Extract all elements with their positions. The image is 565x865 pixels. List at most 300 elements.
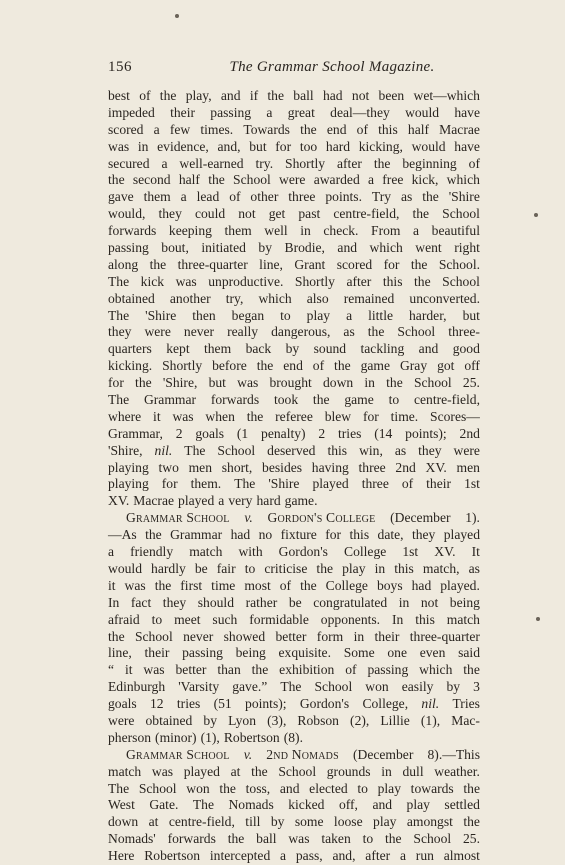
word: tackling [360, 341, 405, 357]
speck-mark [534, 213, 538, 217]
text-line [108, 409, 480, 426]
word: for [108, 375, 124, 391]
word: exhibition [279, 662, 335, 678]
word: exquisite. [278, 645, 331, 661]
word: deal—they [330, 104, 390, 120]
text-line [108, 578, 480, 595]
word: Lyon [228, 712, 257, 728]
word: College [344, 544, 387, 560]
text-line [108, 645, 480, 662]
word: quarters [108, 341, 152, 357]
word: Brodie, [284, 240, 325, 256]
word: three [288, 189, 316, 205]
word: game [344, 392, 374, 408]
word: tries [176, 696, 201, 712]
word: Nomads [228, 797, 274, 813]
word: other [250, 189, 279, 205]
word: little [368, 307, 394, 323]
word: a [346, 307, 353, 323]
word: gave [108, 189, 134, 205]
word: weather. [434, 763, 480, 779]
word: of [139, 88, 151, 103]
word: School [278, 763, 317, 779]
word: till [245, 814, 261, 830]
word: after [346, 273, 372, 289]
word: School [217, 442, 256, 458]
word: well [264, 223, 288, 239]
word: being [235, 645, 266, 661]
word: 'Shire, [108, 442, 143, 458]
word: (14 [374, 425, 393, 441]
word: won [365, 679, 389, 695]
word: back [245, 341, 272, 357]
word: being [449, 594, 480, 610]
word: along [108, 256, 139, 272]
word: at [230, 763, 241, 779]
word: to [362, 831, 374, 847]
word: better [275, 628, 307, 644]
word: would [405, 104, 440, 120]
word: with [238, 544, 263, 560]
word: some [294, 814, 324, 830]
word: playing [108, 476, 149, 492]
word: obtained [108, 290, 155, 306]
speck-mark [175, 14, 179, 18]
text-line [108, 139, 480, 156]
word: was [288, 831, 310, 847]
word: Some [343, 645, 375, 661]
word: Macrae [439, 121, 480, 137]
word: the [251, 662, 269, 678]
word: elected [309, 780, 348, 796]
word: 'Shire [448, 189, 480, 205]
word: played [312, 476, 349, 492]
word: fact [130, 594, 152, 610]
word: line, [259, 256, 283, 272]
word: opponents. [320, 611, 381, 627]
word: kicking, [358, 138, 403, 154]
word: than [217, 662, 241, 678]
word: got [437, 358, 455, 374]
word: time [211, 577, 236, 593]
word: a [280, 848, 287, 864]
word: a [108, 544, 115, 560]
word: as [400, 189, 413, 205]
word: play [377, 780, 401, 796]
text-line [108, 781, 480, 798]
word: West [108, 797, 135, 813]
word: Grammar School [126, 510, 230, 526]
word: the [154, 577, 172, 593]
word: From [371, 223, 401, 239]
word: to [388, 392, 400, 408]
word: School [397, 324, 436, 340]
text-line [108, 612, 480, 629]
word: was [108, 138, 130, 154]
word: in [381, 763, 392, 779]
word: the [414, 273, 431, 289]
word: School [134, 628, 173, 644]
word: formidable [249, 611, 309, 627]
word: fixture [280, 527, 317, 543]
word: congratulated [313, 594, 388, 610]
word: the [422, 189, 439, 205]
word: men [188, 459, 213, 475]
word: after [336, 155, 362, 171]
word: was [143, 662, 165, 678]
word: to [244, 560, 256, 576]
word: (51 [213, 696, 232, 712]
text-line [108, 561, 480, 578]
word: and [279, 780, 300, 796]
word: kicking. [108, 358, 153, 374]
word: goals [108, 696, 137, 712]
word: a [180, 189, 187, 205]
word: the [251, 763, 268, 779]
word: harder, [409, 307, 447, 323]
word: as [343, 324, 355, 340]
word: remained [343, 290, 395, 306]
word: the [316, 560, 334, 576]
word: to [280, 307, 291, 323]
text-line [108, 392, 480, 409]
word: beginning [402, 155, 457, 171]
word: 2nd [395, 459, 416, 475]
word: to [151, 611, 163, 627]
word: the [463, 662, 480, 678]
speck-mark [536, 617, 540, 621]
text-line [108, 341, 480, 358]
word: towards [410, 780, 454, 796]
word: The [108, 780, 130, 796]
text-line [108, 156, 480, 173]
word: two [158, 459, 179, 475]
text-line [108, 544, 480, 561]
word: Gordon's [299, 696, 350, 712]
word: played [178, 493, 215, 509]
word: had [322, 88, 343, 103]
word: (3), [267, 712, 287, 728]
word: penalty) [261, 425, 306, 441]
word: of [401, 476, 414, 492]
word: In [108, 594, 120, 610]
word: 3 [473, 679, 480, 695]
word: Towards [243, 121, 290, 137]
word: free [382, 172, 404, 188]
word: points. [325, 189, 362, 205]
word: this [378, 121, 398, 137]
word: amongst [406, 814, 453, 830]
word: well-earned [179, 155, 244, 171]
word: play [373, 814, 397, 830]
word: best [108, 88, 130, 103]
word: Grammar [143, 392, 197, 408]
word: they [108, 324, 132, 340]
word: run [415, 848, 434, 864]
word: for [161, 476, 178, 492]
word: off [464, 358, 480, 374]
word: of [345, 662, 357, 678]
text-line [108, 324, 480, 341]
word: (1), [420, 712, 441, 728]
word: it [153, 408, 161, 424]
text-line [108, 747, 480, 764]
word: by [203, 712, 217, 728]
word: the [227, 831, 245, 847]
word: forwards [210, 392, 260, 408]
word: them [224, 223, 252, 239]
word: unconverted. [409, 290, 480, 306]
word: the [267, 88, 285, 103]
word: School [314, 679, 353, 695]
word: this [415, 611, 435, 627]
word: in [353, 628, 365, 644]
word: a [161, 155, 168, 171]
word: points); [405, 425, 447, 441]
word: them [203, 341, 232, 357]
word: one [387, 645, 408, 661]
word: Grammar [170, 527, 223, 543]
word: of [356, 121, 368, 137]
word: Try [371, 189, 392, 205]
word: times. [200, 121, 234, 137]
word: play [406, 797, 430, 813]
word: few [169, 121, 191, 137]
word: was [151, 763, 174, 779]
word: sound [313, 341, 347, 357]
word: been [378, 88, 405, 103]
word: which [369, 240, 403, 256]
word: showed [223, 628, 266, 644]
word: awarded [313, 172, 360, 188]
word: also [306, 290, 329, 306]
word: (minor) [155, 729, 197, 745]
word: 'Varsity [178, 679, 220, 695]
word: “ [108, 662, 115, 678]
word: kick, [411, 172, 439, 188]
word: nil. [154, 442, 173, 458]
word: Gordon's [278, 544, 328, 560]
word: played [183, 763, 220, 779]
word: easily [401, 679, 434, 695]
word: the [412, 206, 430, 222]
word: toss, [245, 780, 271, 796]
word: three [358, 459, 386, 475]
word: of [468, 155, 480, 171]
word: very [228, 493, 253, 509]
word: passing [182, 645, 223, 661]
page-header [108, 59, 480, 81]
word: play, [185, 88, 212, 103]
word: in [398, 594, 410, 610]
word: a [367, 172, 375, 188]
word: The [234, 476, 256, 492]
word: but [462, 307, 480, 323]
text-line [108, 443, 480, 460]
word: XV. [425, 459, 447, 475]
text-line [108, 696, 480, 713]
word: Edinburgh [108, 679, 166, 695]
word: The [108, 273, 130, 289]
word: as [394, 442, 407, 458]
word: evidence, [157, 138, 209, 154]
word: which [419, 662, 453, 678]
word: better [175, 662, 207, 678]
word: criticise [264, 560, 308, 576]
word: the [410, 256, 428, 272]
text-line [108, 240, 480, 257]
word: almost [443, 848, 480, 864]
word: Grammar, [108, 425, 163, 441]
text-line [108, 595, 480, 612]
word: passing [367, 662, 409, 678]
word: and [220, 88, 241, 103]
word: end [326, 121, 347, 137]
word: blew [324, 408, 352, 424]
word: 1). [465, 510, 480, 526]
word: lead [196, 189, 220, 205]
word: Gordon's College [267, 510, 376, 526]
word: this [382, 273, 403, 289]
text-line [108, 291, 480, 308]
word: the [208, 172, 225, 188]
word: The [108, 307, 130, 323]
word: the [373, 155, 391, 171]
word: the [159, 88, 177, 103]
word: past [298, 206, 321, 222]
word: it [108, 577, 116, 593]
word: a [153, 121, 160, 137]
word: they [162, 594, 187, 610]
text-line [108, 426, 480, 443]
word: The [280, 679, 302, 695]
word: Gray [399, 358, 428, 374]
word: Mac- [451, 712, 480, 728]
word: date, [377, 527, 404, 543]
word: was [175, 273, 197, 289]
word: even [419, 645, 446, 661]
word: first [180, 577, 203, 593]
word: 'Shire [268, 476, 300, 492]
text-line [108, 172, 480, 189]
word: XV. [434, 544, 456, 560]
text-line [108, 848, 480, 865]
word: and [337, 240, 358, 256]
word: 2nd [459, 425, 480, 441]
word: men [456, 459, 480, 475]
word: have [454, 104, 480, 120]
word: the [300, 577, 317, 593]
word: another [169, 290, 211, 306]
word: It [471, 544, 480, 560]
word: three-quarter [177, 256, 248, 272]
word: could [194, 206, 226, 222]
word: in [374, 560, 386, 576]
word: should [197, 594, 235, 610]
text-line [108, 122, 480, 139]
text-line [108, 493, 480, 510]
word: forwards [167, 831, 216, 847]
word: scored [108, 121, 144, 137]
word: ball [293, 88, 314, 103]
word: 2nd Nomads [266, 746, 339, 762]
word: was [237, 375, 259, 391]
word: deserved [267, 442, 316, 458]
word: in [300, 223, 311, 239]
word: but [249, 138, 267, 154]
word: hard [256, 493, 281, 509]
word: Nomads' [108, 831, 156, 847]
word: nil. [421, 696, 440, 712]
word: XV. [108, 493, 130, 509]
word: pherson [108, 729, 152, 745]
word: dangerous, [271, 324, 331, 340]
word: School [442, 273, 480, 289]
word: down [108, 814, 139, 830]
word: bout, [161, 240, 189, 256]
word: try, [225, 290, 244, 306]
text-line [108, 358, 480, 375]
word: (2), [350, 712, 370, 728]
word: a [266, 104, 273, 120]
word: 2 [318, 425, 326, 441]
word: 1st [464, 476, 480, 492]
word: were [279, 172, 306, 188]
word: Robson [297, 712, 339, 728]
word: 12 [150, 696, 164, 712]
word: goals [195, 425, 225, 441]
word: which [446, 172, 480, 188]
text-line [108, 662, 480, 679]
word: half [178, 172, 200, 188]
word: hard [325, 138, 351, 154]
word: not [351, 88, 370, 103]
word: time. [390, 408, 419, 424]
word: would [411, 138, 446, 154]
word: School [442, 206, 480, 222]
word: of [229, 189, 241, 205]
word: the [145, 527, 162, 543]
word: referee [275, 408, 313, 424]
word: too [299, 138, 318, 154]
word: match [189, 544, 223, 560]
word: which [258, 290, 292, 306]
word: Scores— [430, 408, 480, 424]
word: the [463, 780, 480, 796]
text-line [108, 797, 480, 814]
word: of [312, 358, 325, 374]
word: Shortly [162, 358, 203, 374]
word: match [108, 763, 142, 779]
word: the [108, 172, 125, 188]
word: taken [321, 831, 351, 847]
word: the [256, 358, 274, 374]
word: this [394, 560, 414, 576]
word: (December [352, 746, 414, 762]
word: they [411, 527, 436, 543]
word: win, [359, 442, 383, 458]
word: this [327, 442, 348, 458]
text-line [108, 510, 480, 527]
text-line [108, 206, 480, 223]
word: end [283, 358, 303, 374]
word: would [108, 560, 142, 576]
word: the [463, 814, 480, 830]
article-text [108, 88, 480, 865]
word: The [184, 442, 206, 458]
text-line [108, 460, 480, 477]
text-line [108, 713, 480, 730]
